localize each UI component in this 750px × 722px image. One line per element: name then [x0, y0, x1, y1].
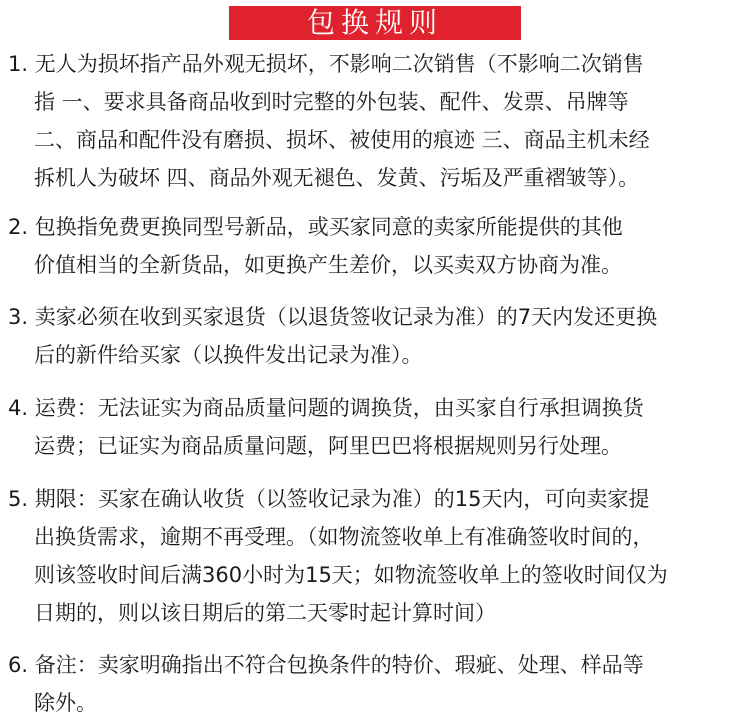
rule-line: 6. 备注：卖家明确指出不符合包换条件的特价、瑕疵、处理、样品等	[8, 653, 644, 677]
rule-line: 则该签收时间后满360小时为15天；如物流签收单上的签收时间仅为	[34, 563, 668, 587]
rule-line: 后的新件给买家（以换件发出记录为准）。	[34, 343, 423, 367]
rule-line: 出换货需求，逾期不再受理。（如物流签收单上有准确签收时间的，	[34, 525, 654, 549]
rule-line: 3. 卖家必须在收到买家退货（以退货签收记录为准）的7天内发还更换	[8, 305, 658, 329]
rule-line: 1. 无人为损坏指产品外观无损坏，不影响二次销售（不影响二次销售	[8, 52, 644, 76]
page-title: 包换规则	[306, 6, 443, 39]
rule-line: 拆机人为破坏 四、商品外观无褪色、发黄、污垢及严重褶皱等）。	[34, 166, 640, 190]
rule-line: 二、商品和配件没有磨损、损坏、被使用的痕迹 三、商品主机未经	[34, 128, 650, 152]
rule-line: 5. 期限：买家在确认收货（以签收记录为准）的15天内，可向卖家提	[8, 487, 650, 511]
rule-line: 指 一、要求具备商品收到时完整的外包装、配件、发票、吊牌等	[34, 90, 629, 114]
rule-line: 价值相当的全新货品，如更换产生差价，以买卖双方协商为准。	[34, 253, 622, 277]
rule-line: 4. 运费：无法证实为商品质量问题的调换货，由买家自行承担调换货	[8, 396, 644, 420]
rule-line: 2. 包换指免费更换同型号新品，或买家同意的卖家所能提供的其他	[8, 215, 623, 239]
rule-line: 日期的，则以该日期后的第二天零时起计算时间）	[34, 601, 496, 625]
rule-line: 运费；已证实为商品质量问题，阿里巴巴将根据规则另行处理。	[34, 434, 622, 458]
rule-line: 除外。	[34, 691, 97, 715]
